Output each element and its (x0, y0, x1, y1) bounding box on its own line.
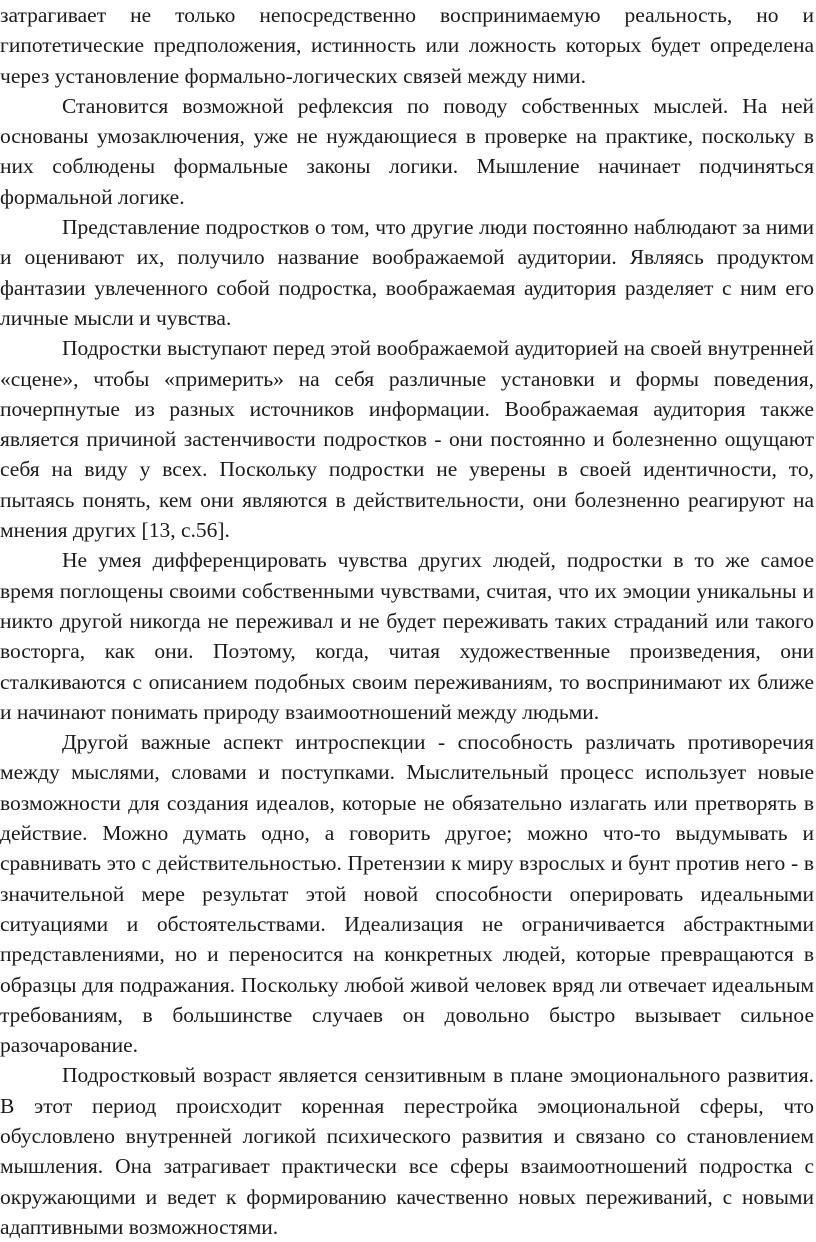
paragraph-inner-stage: Подростки выступают перед этой воображаемой аудиторией на своей внутренней «сцене», чтобы «примерить» на себя различные установки и формы поведения, почерпнутые из разных источников информации. Воображаемая аудитория также является причиной застенчивости подростков - они постоянно и болезненно ощущают себя на виду у всех. Поскольку подростки не уверены в своей идентичности, то, пытаясь понять, кем они являются в действительности, они болезненно реагируют на мнения других [13, с.56]. (0, 336, 814, 543)
paragraph-feelings: Не умея дифференцировать чувства других людей, подростки в то же самое время поглощены своими собственными чувствами, считая, что их эмоции уникальны и никто другой никогда не переживал и не будет переживать таких страданий или такого восторга, как они. Поэтому, когда, читая художественные произведения, они сталкиваются с описанием подобных своим переживаниям, то воспринимают их ближе и начинают понимать природу взаимоотношений между людьми. (0, 548, 814, 724)
paragraph-introspection: Другой важные аспект интроспекции - способность различать противоречия между мыслями, словами и поступками. Мыслительный процесс использует новые возможности для создания идеалов, которые не обязательно излагать или претворять в действие. Можно думать одно, а говорить другое; можно что-то выдумывать и сравнивать это с действительностью. Претензии к миру взрослых и бунт против него - в значительной мере результат этой новой способности оперировать идеальными ситуациями и обстоятельствами. Идеализация не ограничивается абстрактными представлениями, но и переносится на конкретных людей, которые превращаются в образцы для подражания. Поскольку любой живой человек вряд ли отвечает идеальным требованиям, в большинстве случаев он довольно быстро вызывает сильное разочарование. (0, 730, 814, 1058)
paragraph-emotional-development: Подростковый возраст является сензитивным в плане эмоционального развития. В этот период происходит коренная перестройка эмоциональной сферы, что обусловлено внутренней логикой психического развития и связано со становлением мышления. Она затрагивает практически все сферы взаимоотношений подростка с окружающими и ведет к формированию качественно новых переживаний, с новыми адаптивными возможностями. (0, 1063, 814, 1239)
paragraph-continuation: затрагивает не только непосредственно воспринимаемую реальность, но и гипотетические предположения, истинность или ложность которых будет определена через установление формально-логических связей между ними. (0, 3, 814, 88)
paragraph-imaginary-audience: Представление подростков о том, что другие люди постоянно наблюдают за ними и оценивают их, получило название воображаемой аудитории. Являясь продуктом фантазии увлеченного собой подростка, воображаемая аудитория разделяет с ним его личные мысли и чувства. (0, 215, 814, 330)
paragraph-reflection: Становится возможной рефлексия по поводу собственных мыслей. На ней основаны умозаключения, уже не нуждающиеся в проверке на практике, поскольку в них соблюдены формальные законы логики. Мышление начинает подчиняться формальной логике. (0, 93, 814, 209)
